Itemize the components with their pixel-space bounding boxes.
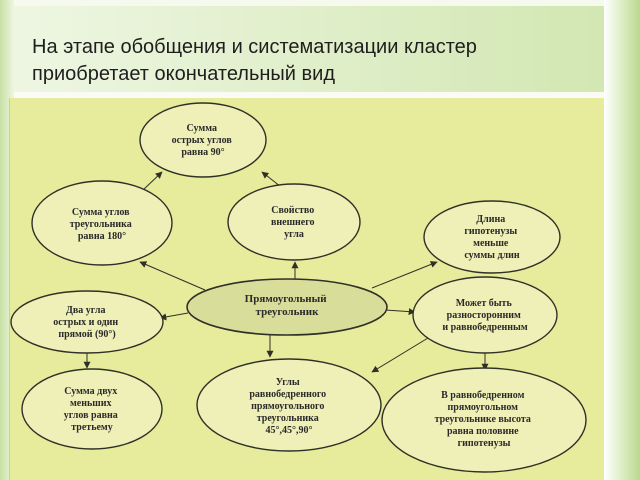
node-isosceles-angles-line-5: 45°,45°,90° <box>265 425 313 436</box>
node-sum-third-line-3: углов равна <box>63 410 118 421</box>
node-hypotenuse-line-1: Длина <box>476 214 506 225</box>
node-height <box>382 368 586 472</box>
node-height-line-5: гипотенузы <box>457 438 511 449</box>
node-sum-third-line-4: третьему <box>71 422 113 433</box>
node-center-text <box>245 293 330 318</box>
arrow-center-to-two-angles <box>160 313 188 318</box>
node-isosceles-angles <box>197 359 381 451</box>
node-hypotenuse-shape <box>424 201 560 273</box>
node-two-angles-line-1: Два угла <box>66 305 106 316</box>
node-hypotenuse <box>424 201 560 273</box>
node-hypotenuse-line-2: гипотенузы <box>464 226 518 237</box>
node-sum-third-text <box>64 386 121 433</box>
node-sum180-line-3: равна 180° <box>77 231 127 242</box>
node-center <box>187 279 387 335</box>
arrow-center-to-scalene <box>385 310 415 312</box>
node-height-line-4: равна половине <box>446 426 519 437</box>
node-top <box>140 103 266 177</box>
node-center-line-2: треугольник <box>255 306 319 318</box>
node-scalene-line-3: и равнобедренным <box>442 322 528 333</box>
node-top-line-3: равна 90° <box>181 147 225 158</box>
node-hypotenuse-line-4: суммы длин <box>464 250 520 261</box>
node-exterior-line-3: угла <box>284 229 304 240</box>
node-sum180 <box>32 181 172 265</box>
node-isosceles-angles-line-4: треугольника <box>256 413 319 424</box>
node-exterior-line-1: Свойство <box>271 205 315 216</box>
node-exterior-line-2: внешнего <box>270 217 315 228</box>
node-two-angles <box>11 291 163 353</box>
node-sum180-line-2: треугольника <box>69 219 132 230</box>
node-sum180-text <box>70 207 134 242</box>
node-center-line-1: Прямоугольный <box>244 293 327 305</box>
node-isosceles-angles-line-2: равнобедренного <box>249 389 327 400</box>
node-two-angles-line-3: прямой (90°) <box>58 329 116 340</box>
node-height-line-1: В равнобедренном <box>441 390 525 401</box>
arrow-center-to-hypotenuse <box>372 262 437 288</box>
node-sum-third-line-1: Сумма двух <box>64 386 118 397</box>
node-isosceles-angles-line-1: Углы <box>275 377 300 388</box>
node-sum-third-line-2: меньших <box>69 398 112 409</box>
node-scalene-line-1: Может быть <box>455 298 512 309</box>
arrow-sum180-to-top <box>143 172 162 190</box>
node-two-angles-line-2: острых и один <box>53 317 119 328</box>
node-exterior <box>228 184 360 260</box>
arrow-scalene-to-isosceles <box>372 338 428 372</box>
node-top-line-2: острых углов <box>171 135 232 146</box>
node-sum-third-shape <box>22 369 162 449</box>
arrow-center-to-sum180 <box>140 262 205 290</box>
node-scalene-line-2: разносторонним <box>446 310 521 321</box>
node-sum180-line-1: Сумма углов <box>71 207 130 218</box>
node-top-line-1: Сумма <box>186 123 217 134</box>
node-scalene <box>413 277 557 353</box>
node-height-line-2: прямоугольном <box>447 402 518 413</box>
node-isosceles-angles-line-3: прямоугольного <box>251 401 325 412</box>
slide-title-line-1: На этапе обобщения и систематизации кластер <box>32 36 477 58</box>
slide-title-line-2: приобретает окончательный вид <box>32 63 335 85</box>
node-hypotenuse-line-3: меньше <box>473 238 509 249</box>
node-sum-third <box>22 369 162 449</box>
node-height-line-3: треугольнике высота <box>434 414 531 425</box>
